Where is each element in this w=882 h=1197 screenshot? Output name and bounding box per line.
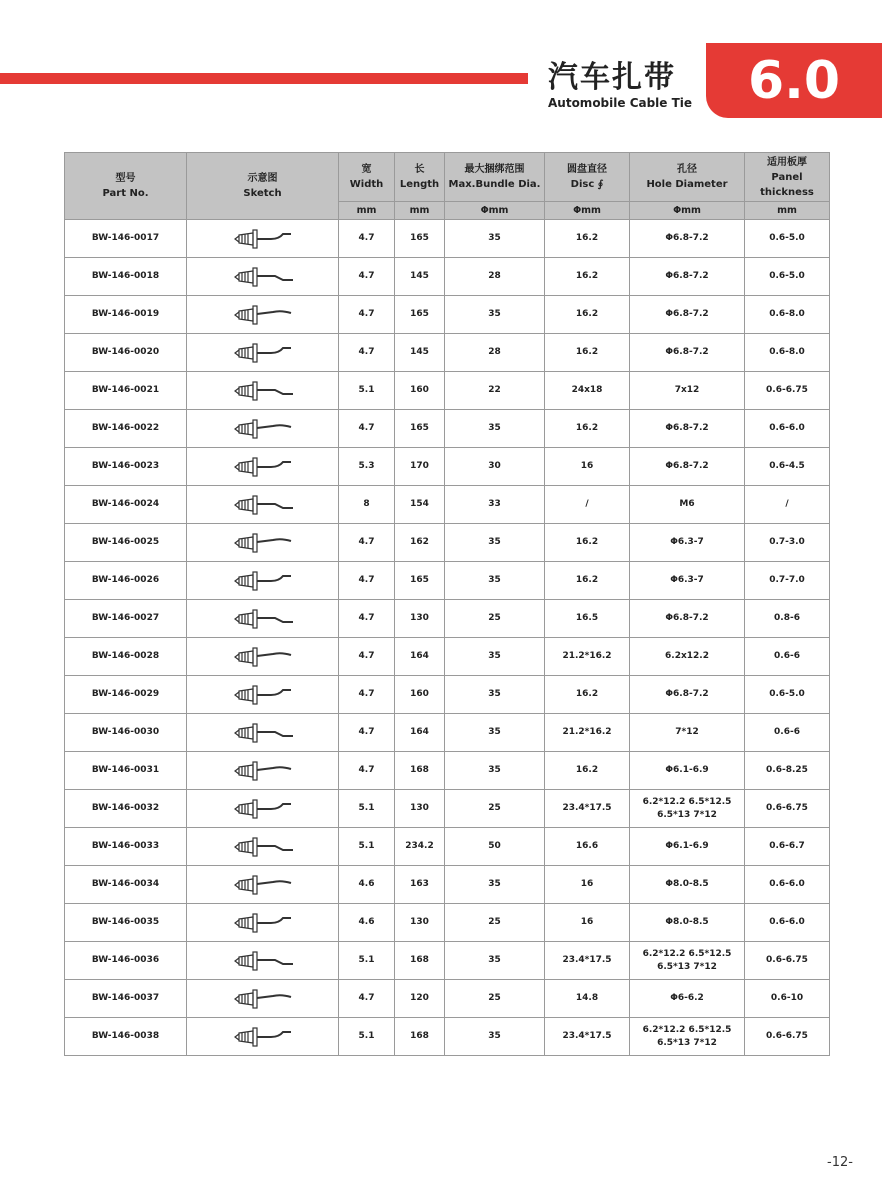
cell-panel-thickness: 0.6-5.0 bbox=[745, 676, 830, 714]
cell-panel-thickness: 0.6-6.0 bbox=[745, 904, 830, 942]
hole-line-1: 6.2*12.2 6.5*12.5 bbox=[642, 796, 732, 807]
header-panel-en: Panel thickness bbox=[760, 171, 814, 198]
table-row bbox=[65, 828, 830, 866]
table-row bbox=[65, 562, 830, 600]
table-row bbox=[65, 638, 830, 676]
cell-width: 4.6 bbox=[339, 904, 395, 942]
cell-part-no: BW-146-0030 bbox=[65, 714, 187, 752]
header-hole bbox=[630, 153, 745, 202]
cell-part-no: BW-146-0027 bbox=[65, 600, 187, 638]
cell-width: 5.1 bbox=[339, 1018, 395, 1056]
cell-panel-thickness: 0.7-7.0 bbox=[745, 562, 830, 600]
cell-length: 130 bbox=[395, 904, 445, 942]
hole-line-1: Φ6.8-7.2 bbox=[665, 309, 709, 319]
cell-length: 170 bbox=[395, 448, 445, 486]
page-title-cn: 汽车扎带 bbox=[548, 60, 676, 95]
cell-hole-diameter bbox=[630, 866, 745, 904]
table-row bbox=[65, 258, 830, 296]
cell-panel-thickness: 0.6-8.0 bbox=[745, 334, 830, 372]
cell-panel-thickness: 0.6-6.0 bbox=[745, 410, 830, 448]
unit-disc: Φmm bbox=[545, 202, 630, 220]
cell-part-no: BW-146-0038 bbox=[65, 1018, 187, 1056]
hole-line-1: Φ8.0-8.5 bbox=[665, 917, 709, 927]
table-row bbox=[65, 790, 830, 828]
cell-width: 4.7 bbox=[339, 410, 395, 448]
cable-tie-sketch-icon bbox=[227, 416, 299, 442]
table-row bbox=[65, 752, 830, 790]
cell-hole-diameter bbox=[630, 828, 745, 866]
cell-sketch bbox=[187, 980, 339, 1018]
header-hole-cn: 孔径 bbox=[677, 164, 697, 175]
table-header-row bbox=[65, 153, 830, 202]
header-length-en: Length bbox=[399, 179, 440, 190]
cable-tie-sketch-icon bbox=[227, 644, 299, 670]
cell-part-no: BW-146-0017 bbox=[65, 220, 187, 258]
table-row bbox=[65, 448, 830, 486]
table-row bbox=[65, 296, 830, 334]
cable-tie-sketch-icon bbox=[227, 1024, 299, 1050]
cell-hole-diameter bbox=[630, 942, 745, 980]
cell-width: 8 bbox=[339, 486, 395, 524]
hole-line-1: M6 bbox=[679, 499, 695, 509]
header-sketch-en: Sketch bbox=[243, 188, 282, 199]
page-number: -12- bbox=[827, 1155, 853, 1170]
cell-part-no: BW-146-0025 bbox=[65, 524, 187, 562]
cell-width: 4.7 bbox=[339, 334, 395, 372]
cell-part-no: BW-146-0021 bbox=[65, 372, 187, 410]
cell-width: 5.1 bbox=[339, 372, 395, 410]
cell-bundle: 25 bbox=[445, 600, 545, 638]
cell-bundle: 35 bbox=[445, 714, 545, 752]
cell-hole-diameter bbox=[630, 1018, 745, 1056]
cell-hole-diameter bbox=[630, 980, 745, 1018]
table-body bbox=[65, 220, 830, 1056]
cable-tie-sketch-icon bbox=[227, 378, 299, 404]
cell-length: 145 bbox=[395, 334, 445, 372]
cable-tie-sketch-icon bbox=[227, 796, 299, 822]
cell-part-no: BW-146-0035 bbox=[65, 904, 187, 942]
cell-disc: 16.2 bbox=[545, 258, 630, 296]
cell-width: 5.1 bbox=[339, 790, 395, 828]
cell-part-no: BW-146-0033 bbox=[65, 828, 187, 866]
hole-line-1: Φ6.1-6.9 bbox=[665, 841, 709, 851]
cell-sketch bbox=[187, 448, 339, 486]
cell-part-no: BW-146-0018 bbox=[65, 258, 187, 296]
cell-bundle: 25 bbox=[445, 790, 545, 828]
cell-panel-thickness: 0.6-6.75 bbox=[745, 1018, 830, 1056]
header-sketch-cn: 示意图 bbox=[247, 173, 278, 184]
cell-sketch bbox=[187, 638, 339, 676]
cell-part-no: BW-146-0024 bbox=[65, 486, 187, 524]
cell-disc: / bbox=[545, 486, 630, 524]
cell-disc: 16.2 bbox=[545, 410, 630, 448]
cell-part-no: BW-146-0026 bbox=[65, 562, 187, 600]
header-width-en: Width bbox=[349, 179, 384, 190]
hole-line-1: Φ6.1-6.9 bbox=[665, 765, 709, 775]
cell-hole-diameter bbox=[630, 714, 745, 752]
cell-panel-thickness: / bbox=[745, 486, 830, 524]
cell-panel-thickness: 0.6-6 bbox=[745, 714, 830, 752]
cell-panel-thickness: 0.6-8.25 bbox=[745, 752, 830, 790]
cell-width: 4.7 bbox=[339, 296, 395, 334]
header-part-no bbox=[65, 153, 187, 220]
cell-sketch bbox=[187, 714, 339, 752]
cell-length: 145 bbox=[395, 258, 445, 296]
header-length bbox=[395, 153, 445, 202]
cell-panel-thickness: 0.6-6 bbox=[745, 638, 830, 676]
cell-bundle: 28 bbox=[445, 334, 545, 372]
cell-panel-thickness: 0.6-5.0 bbox=[745, 258, 830, 296]
cell-panel-thickness: 0.6-6.75 bbox=[745, 942, 830, 980]
hole-line-2: 6.5*13 7*12 bbox=[657, 961, 717, 972]
cell-bundle: 35 bbox=[445, 866, 545, 904]
hole-line-1: 6.2*12.2 6.5*12.5 bbox=[642, 1024, 732, 1035]
unit-length: mm bbox=[395, 202, 445, 220]
cable-tie-sketch-icon bbox=[227, 226, 299, 252]
cell-width: 5.1 bbox=[339, 942, 395, 980]
cell-length: 162 bbox=[395, 524, 445, 562]
cell-length: 160 bbox=[395, 676, 445, 714]
cell-hole-diameter bbox=[630, 752, 745, 790]
cell-disc: 16.2 bbox=[545, 296, 630, 334]
table-row bbox=[65, 676, 830, 714]
header-part-en: Part No. bbox=[102, 188, 149, 199]
cell-hole-diameter bbox=[630, 334, 745, 372]
cell-length: 160 bbox=[395, 372, 445, 410]
cell-bundle: 30 bbox=[445, 448, 545, 486]
table-row bbox=[65, 942, 830, 980]
cell-width: 4.7 bbox=[339, 220, 395, 258]
cell-disc: 16.2 bbox=[545, 676, 630, 714]
cell-bundle: 25 bbox=[445, 980, 545, 1018]
section-number-badge: 6.0 bbox=[706, 43, 882, 118]
table-row bbox=[65, 904, 830, 942]
cell-bundle: 33 bbox=[445, 486, 545, 524]
cell-bundle: 35 bbox=[445, 410, 545, 448]
cell-length: 130 bbox=[395, 600, 445, 638]
cell-hole-diameter bbox=[630, 258, 745, 296]
hole-line-1: 7x12 bbox=[674, 385, 700, 395]
cell-panel-thickness: 0.6-8.0 bbox=[745, 296, 830, 334]
cell-length: 163 bbox=[395, 866, 445, 904]
hole-line-1: Φ6.8-7.2 bbox=[665, 461, 709, 471]
cell-disc: 16.2 bbox=[545, 334, 630, 372]
page-title-en: Automobile Cable Tie bbox=[548, 96, 693, 110]
cell-part-no: BW-146-0036 bbox=[65, 942, 187, 980]
cell-panel-thickness: 0.6-6.7 bbox=[745, 828, 830, 866]
cable-tie-sketch-icon bbox=[227, 454, 299, 480]
cell-disc: 16.2 bbox=[545, 220, 630, 258]
header-bundle-cn: 最大捆绑范围 bbox=[464, 164, 525, 175]
cell-sketch bbox=[187, 600, 339, 638]
header-sketch bbox=[187, 153, 339, 220]
header-disc-cn: 圆盘直径 bbox=[567, 164, 607, 175]
cell-panel-thickness: 0.6-4.5 bbox=[745, 448, 830, 486]
cell-length: 168 bbox=[395, 1018, 445, 1056]
cell-bundle: 35 bbox=[445, 752, 545, 790]
cell-hole-diameter bbox=[630, 600, 745, 638]
cell-sketch bbox=[187, 752, 339, 790]
header-disc bbox=[545, 153, 630, 202]
cell-hole-diameter bbox=[630, 562, 745, 600]
hole-line-1: Φ6.8-7.2 bbox=[665, 347, 709, 357]
cell-bundle: 35 bbox=[445, 942, 545, 980]
cell-width: 4.7 bbox=[339, 752, 395, 790]
hole-line-1: Φ6.8-7.2 bbox=[665, 689, 709, 699]
cell-length: 168 bbox=[395, 942, 445, 980]
cell-width: 4.7 bbox=[339, 980, 395, 1018]
cell-width: 4.7 bbox=[339, 562, 395, 600]
cell-sketch bbox=[187, 790, 339, 828]
cell-hole-diameter bbox=[630, 904, 745, 942]
cell-sketch bbox=[187, 486, 339, 524]
header-length-cn: 长 bbox=[414, 164, 425, 175]
cell-panel-thickness: 0.6-6.75 bbox=[745, 372, 830, 410]
cable-tie-sketch-icon bbox=[227, 568, 299, 594]
cell-sketch bbox=[187, 904, 339, 942]
header-width bbox=[339, 153, 395, 202]
header-panel-cn: 适用板厚 bbox=[767, 156, 807, 168]
cell-disc: 16.6 bbox=[545, 828, 630, 866]
cell-sketch bbox=[187, 524, 339, 562]
cell-length: 168 bbox=[395, 752, 445, 790]
table-row bbox=[65, 600, 830, 638]
cable-tie-sketch-icon bbox=[227, 340, 299, 366]
cable-tie-sketch-icon bbox=[227, 910, 299, 936]
cell-part-no: BW-146-0028 bbox=[65, 638, 187, 676]
cell-part-no: BW-146-0031 bbox=[65, 752, 187, 790]
cell-width: 5.1 bbox=[339, 828, 395, 866]
unit-bundle: Φmm bbox=[445, 202, 545, 220]
cell-sketch bbox=[187, 676, 339, 714]
hole-line-1: Φ6.3-7 bbox=[670, 575, 704, 585]
cell-bundle: 35 bbox=[445, 676, 545, 714]
cell-disc: 16.5 bbox=[545, 600, 630, 638]
cable-tie-sketch-icon bbox=[227, 302, 299, 328]
cell-length: 165 bbox=[395, 410, 445, 448]
cell-length: 165 bbox=[395, 220, 445, 258]
cell-disc: 14.8 bbox=[545, 980, 630, 1018]
header-part-cn: 型号 bbox=[115, 173, 136, 184]
cell-part-no: BW-146-0034 bbox=[65, 866, 187, 904]
cell-bundle: 35 bbox=[445, 562, 545, 600]
cell-sketch bbox=[187, 562, 339, 600]
cable-tie-sketch-icon bbox=[227, 530, 299, 556]
cell-length: 234.2 bbox=[395, 828, 445, 866]
cell-width: 4.6 bbox=[339, 866, 395, 904]
hole-line-2: 6.5*13 7*12 bbox=[657, 1037, 717, 1048]
cell-hole-diameter bbox=[630, 220, 745, 258]
cell-bundle: 22 bbox=[445, 372, 545, 410]
cable-tie-sketch-icon bbox=[227, 720, 299, 746]
cell-bundle: 35 bbox=[445, 220, 545, 258]
cell-hole-diameter bbox=[630, 296, 745, 334]
hole-line-1: Φ6-6.2 bbox=[670, 993, 704, 1003]
header-hole-en: Hole Diameter bbox=[646, 179, 728, 190]
table-row bbox=[65, 980, 830, 1018]
cell-disc: 21.2*16.2 bbox=[545, 714, 630, 752]
cell-part-no: BW-146-0029 bbox=[65, 676, 187, 714]
cable-tie-sketch-icon bbox=[227, 872, 299, 898]
cell-panel-thickness: 0.6-5.0 bbox=[745, 220, 830, 258]
cell-part-no: BW-146-0022 bbox=[65, 410, 187, 448]
table-row bbox=[65, 334, 830, 372]
cell-disc: 24x18 bbox=[545, 372, 630, 410]
cell-length: 154 bbox=[395, 486, 445, 524]
hole-line-1: Φ8.0-8.5 bbox=[665, 879, 709, 889]
cell-length: 164 bbox=[395, 714, 445, 752]
header-panel bbox=[745, 153, 830, 202]
table-row bbox=[65, 372, 830, 410]
cell-bundle: 35 bbox=[445, 1018, 545, 1056]
cell-sketch bbox=[187, 372, 339, 410]
cell-panel-thickness: 0.8-6 bbox=[745, 600, 830, 638]
cable-tie-sketch-icon bbox=[227, 264, 299, 290]
cell-disc: 23.4*17.5 bbox=[545, 942, 630, 980]
cell-part-no: BW-146-0023 bbox=[65, 448, 187, 486]
cell-hole-diameter bbox=[630, 486, 745, 524]
cell-sketch bbox=[187, 296, 339, 334]
cell-width: 4.7 bbox=[339, 600, 395, 638]
table-row bbox=[65, 866, 830, 904]
cell-width: 4.7 bbox=[339, 638, 395, 676]
hole-line-1: 7*12 bbox=[675, 727, 699, 737]
cell-sketch bbox=[187, 220, 339, 258]
cell-sketch bbox=[187, 1018, 339, 1056]
header-width-cn: 宽 bbox=[361, 164, 372, 175]
cell-bundle: 35 bbox=[445, 296, 545, 334]
hole-line-1: Φ6.8-7.2 bbox=[665, 233, 709, 243]
cell-part-no: BW-146-0019 bbox=[65, 296, 187, 334]
cell-width: 4.7 bbox=[339, 676, 395, 714]
header-accent-bar bbox=[0, 73, 528, 84]
cell-disc: 16 bbox=[545, 904, 630, 942]
cell-sketch bbox=[187, 942, 339, 980]
cell-width: 4.7 bbox=[339, 714, 395, 752]
unit-hole: Φmm bbox=[630, 202, 745, 220]
cell-bundle: 25 bbox=[445, 904, 545, 942]
table-row bbox=[65, 524, 830, 562]
cable-tie-sketch-icon bbox=[227, 606, 299, 632]
unit-panel: mm bbox=[745, 202, 830, 220]
cell-width: 4.7 bbox=[339, 258, 395, 296]
cell-part-no: BW-146-0020 bbox=[65, 334, 187, 372]
hole-line-1: Φ6.8-7.2 bbox=[665, 271, 709, 281]
cell-hole-diameter bbox=[630, 638, 745, 676]
cell-width: 5.3 bbox=[339, 448, 395, 486]
cell-sketch bbox=[187, 866, 339, 904]
cell-panel-thickness: 0.6-6.0 bbox=[745, 866, 830, 904]
cell-disc: 16 bbox=[545, 866, 630, 904]
cell-length: 130 bbox=[395, 790, 445, 828]
cell-bundle: 28 bbox=[445, 258, 545, 296]
cell-hole-diameter bbox=[630, 410, 745, 448]
hole-line-1: 6.2*12.2 6.5*12.5 bbox=[642, 948, 732, 959]
cell-disc: 16 bbox=[545, 448, 630, 486]
cable-tie-sketch-icon bbox=[227, 682, 299, 708]
cell-bundle: 50 bbox=[445, 828, 545, 866]
unit-width: mm bbox=[339, 202, 395, 220]
cell-sketch bbox=[187, 410, 339, 448]
table-row bbox=[65, 714, 830, 752]
hole-line-2: 6.5*13 7*12 bbox=[657, 809, 717, 820]
hole-line-1: Φ6.8-7.2 bbox=[665, 423, 709, 433]
cell-panel-thickness: 0.6-6.75 bbox=[745, 790, 830, 828]
hole-line-1: 6.2x12.2 bbox=[665, 651, 709, 661]
header-bundle bbox=[445, 153, 545, 202]
hole-line-1: Φ6.3-7 bbox=[670, 537, 704, 547]
cell-bundle: 35 bbox=[445, 524, 545, 562]
cell-hole-diameter bbox=[630, 524, 745, 562]
cell-disc: 21.2*16.2 bbox=[545, 638, 630, 676]
spec-table bbox=[64, 152, 830, 1056]
cell-length: 165 bbox=[395, 296, 445, 334]
cell-hole-diameter bbox=[630, 790, 745, 828]
cell-hole-diameter bbox=[630, 676, 745, 714]
cell-panel-thickness: 0.6-10 bbox=[745, 980, 830, 1018]
cell-bundle: 35 bbox=[445, 638, 545, 676]
cell-disc: 23.4*17.5 bbox=[545, 790, 630, 828]
table-row bbox=[65, 220, 830, 258]
cell-length: 120 bbox=[395, 980, 445, 1018]
cell-length: 165 bbox=[395, 562, 445, 600]
cable-tie-sketch-icon bbox=[227, 948, 299, 974]
cable-tie-sketch-icon bbox=[227, 834, 299, 860]
cell-hole-diameter bbox=[630, 372, 745, 410]
cell-length: 164 bbox=[395, 638, 445, 676]
cell-disc: 16.2 bbox=[545, 562, 630, 600]
cable-tie-sketch-icon bbox=[227, 758, 299, 784]
table-row bbox=[65, 486, 830, 524]
cable-tie-sketch-icon bbox=[227, 492, 299, 518]
header-disc-en: Disc ∮ bbox=[570, 179, 604, 190]
cell-panel-thickness: 0.7-3.0 bbox=[745, 524, 830, 562]
cell-width: 4.7 bbox=[339, 524, 395, 562]
hole-line-1: Φ6.8-7.2 bbox=[665, 613, 709, 623]
cable-tie-sketch-icon bbox=[227, 986, 299, 1012]
cell-part-no: BW-146-0032 bbox=[65, 790, 187, 828]
cell-disc: 16.2 bbox=[545, 752, 630, 790]
table-row bbox=[65, 1018, 830, 1056]
cell-disc: 16.2 bbox=[545, 524, 630, 562]
cell-sketch bbox=[187, 334, 339, 372]
cell-part-no: BW-146-0037 bbox=[65, 980, 187, 1018]
cell-hole-diameter bbox=[630, 448, 745, 486]
cell-sketch bbox=[187, 828, 339, 866]
table-row bbox=[65, 410, 830, 448]
cell-sketch bbox=[187, 258, 339, 296]
cell-disc: 23.4*17.5 bbox=[545, 1018, 630, 1056]
header-bundle-en: Max.Bundle Dia. bbox=[448, 179, 541, 190]
